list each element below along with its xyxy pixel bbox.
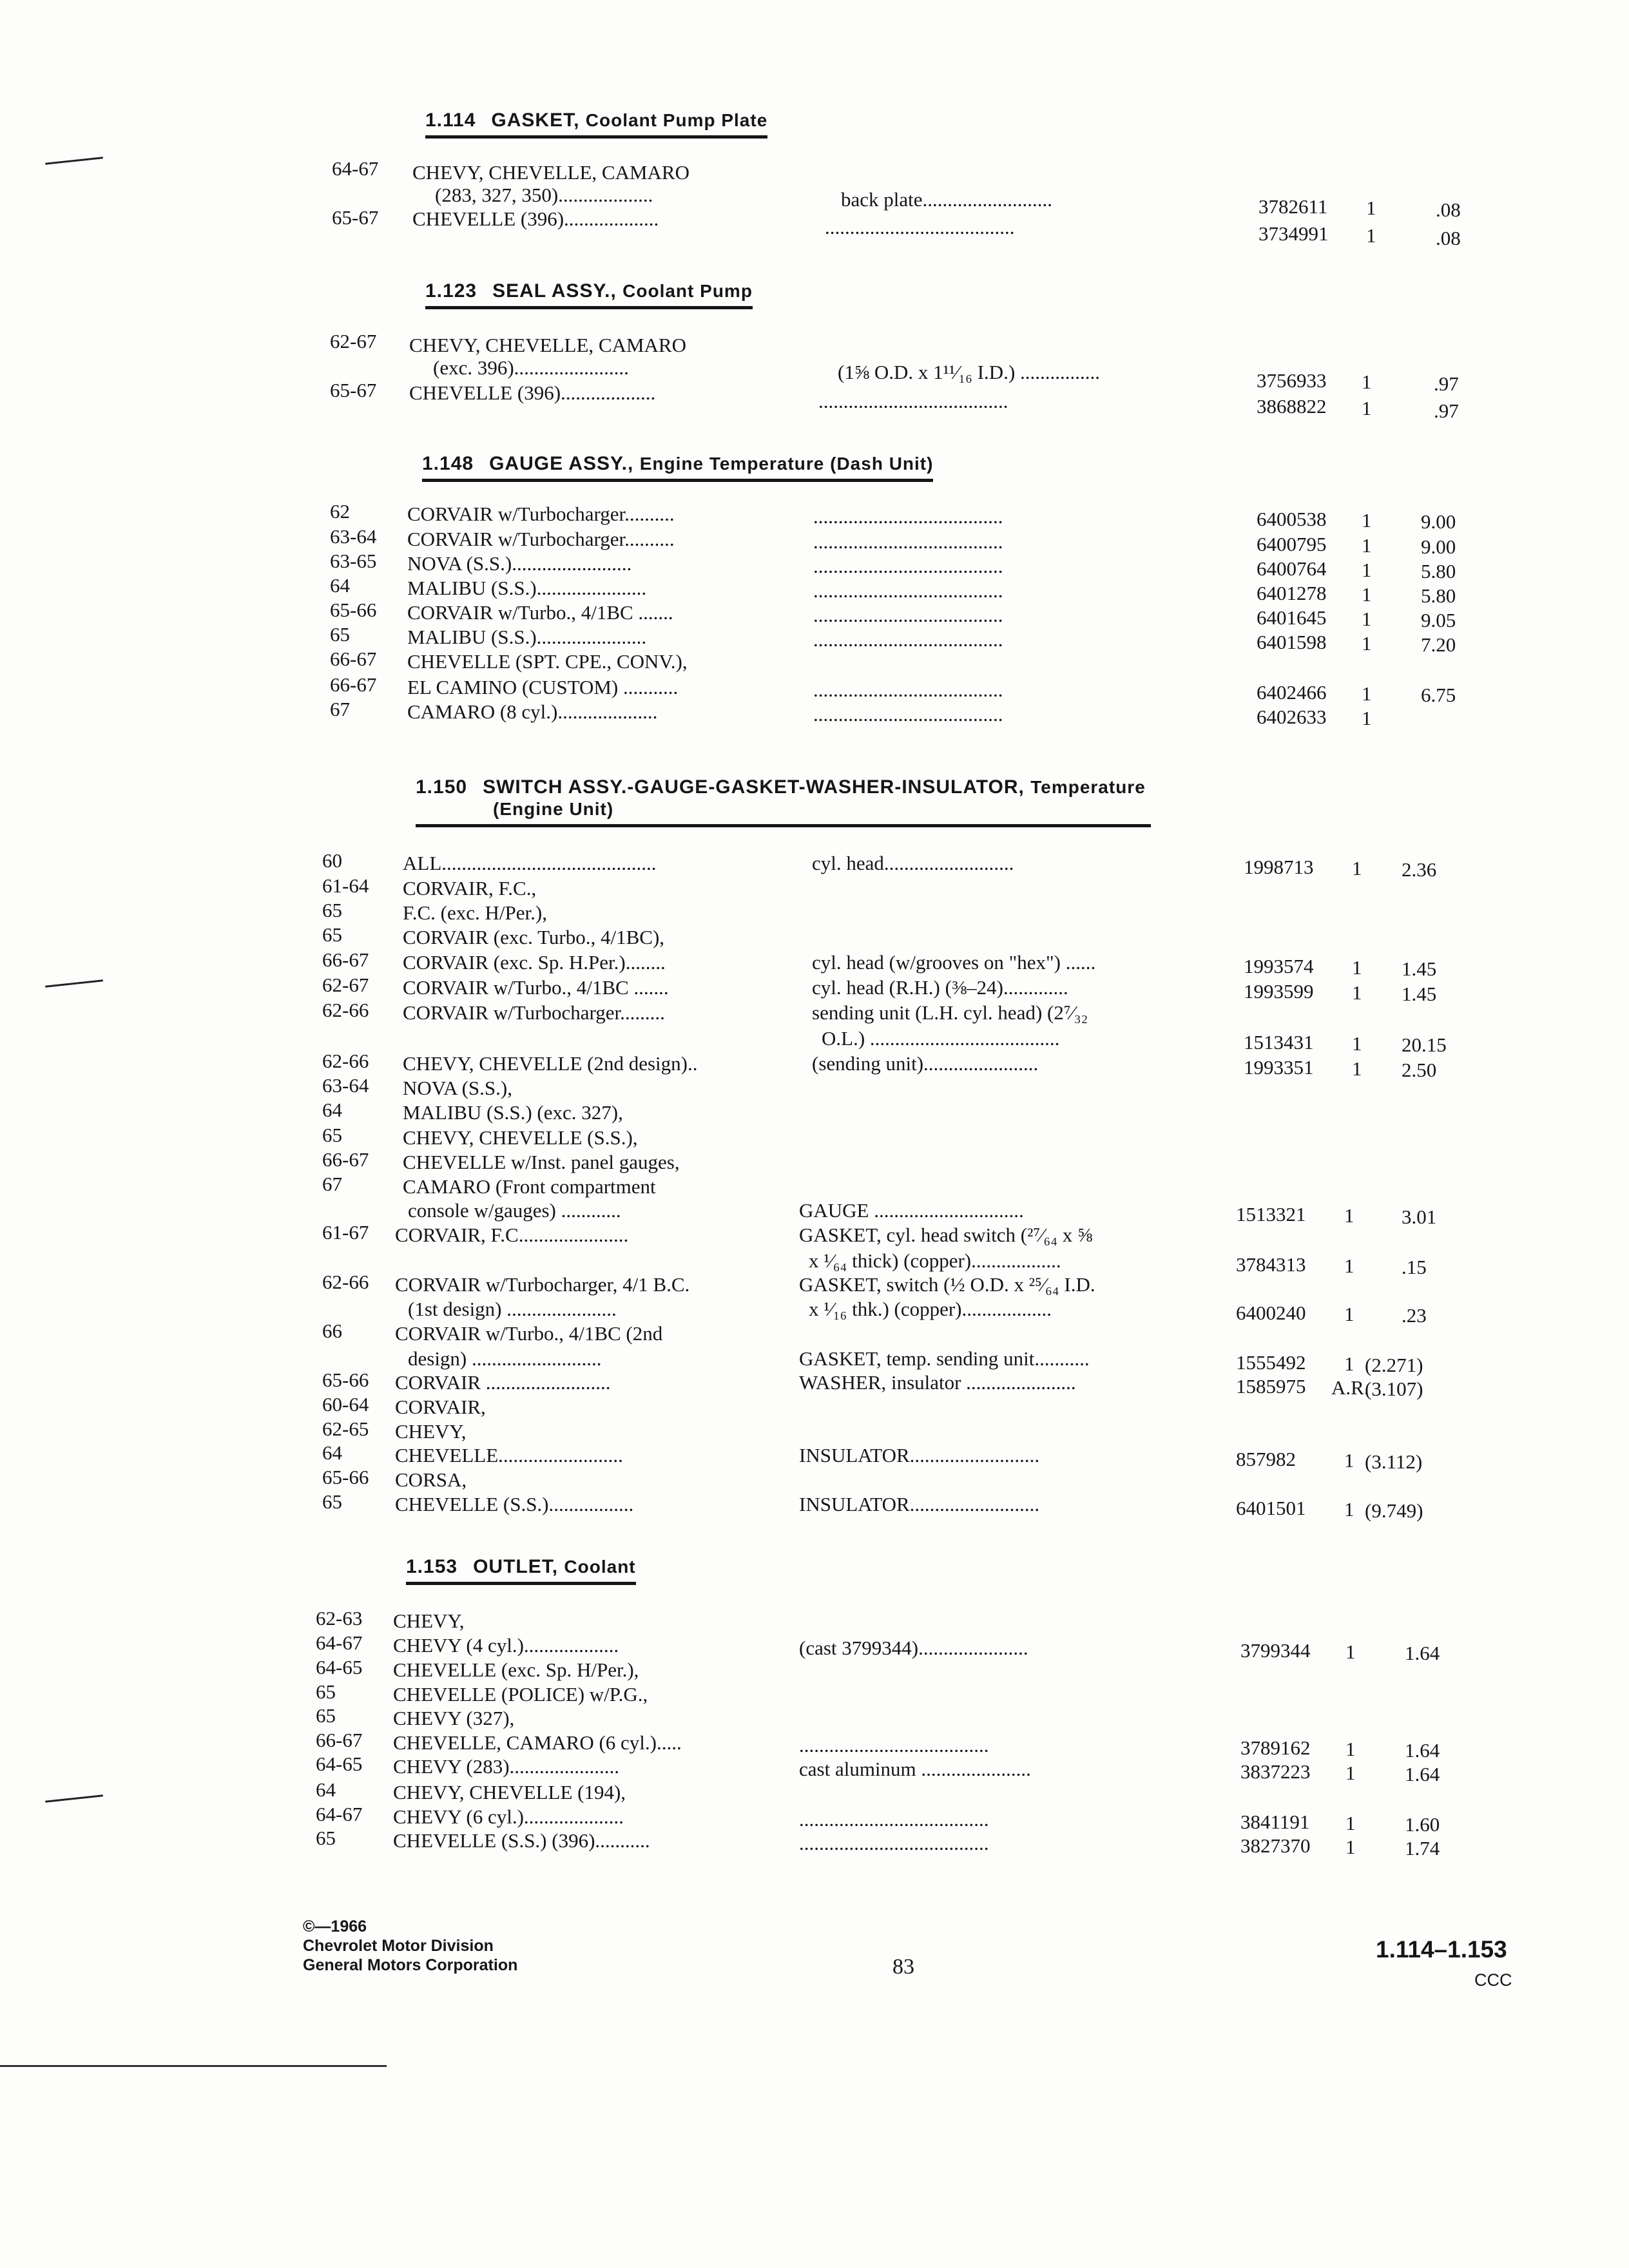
year-range: 66-67 — [330, 673, 377, 696]
quantity: 1 — [1345, 1812, 1356, 1834]
model-text: CHEVY, CHEVELLE, CAMARO — [412, 161, 689, 184]
quantity: 1 — [1345, 1762, 1356, 1784]
section-heading: 1.114 GASKET, Coolant Pump Plate — [425, 110, 767, 139]
price: 1.45 — [1402, 983, 1437, 1005]
year-range: 65 — [322, 1124, 342, 1146]
model-text: CHEVELLE......................... — [395, 1444, 623, 1466]
quantity: 1 — [1362, 534, 1372, 557]
description-text: ...................................... — [813, 604, 1003, 626]
description-text: ...................................... — [799, 1832, 989, 1854]
model-text: EL CAMINO (CUSTOM) ........... — [407, 676, 679, 698]
part-number: 1998713 — [1244, 856, 1314, 878]
year-range: 65 — [316, 1704, 336, 1727]
quantity: 1 — [1362, 583, 1372, 606]
price: .15 — [1402, 1256, 1427, 1278]
description-text: ...................................... — [825, 216, 1015, 238]
year-range: 64-65 — [316, 1656, 363, 1678]
model-text: CHEVELLE (POLICE) w/P.G., — [393, 1683, 648, 1706]
section-heading: 1.153 OUTLET, Coolant — [406, 1556, 636, 1585]
model-text: CORVAIR w/Turbocharger, 4/1 B.C. — [395, 1273, 690, 1296]
description-text: cast aluminum ...................... — [799, 1758, 1031, 1780]
description-text: ...................................... — [813, 579, 1003, 602]
part-number: 3789162 — [1240, 1736, 1311, 1759]
model-text: CORVAIR ......................... — [395, 1371, 611, 1394]
price: .97 — [1434, 399, 1459, 422]
description-text: (1⅝ O.D. x 1¹¹⁄₁₆ I.D.) ................ — [838, 361, 1101, 383]
model-text: design) .......................... — [408, 1347, 602, 1370]
year-range: 65 — [322, 899, 342, 921]
year-range: 64 — [316, 1778, 336, 1801]
year-range: 60 — [322, 849, 342, 872]
corporation-name: General Motors Corporation — [303, 1956, 518, 1974]
year-range: 66-67 — [330, 648, 377, 670]
description-text: GASKET, switch (½ O.D. x ²⁵⁄₆₄ I.D. — [799, 1273, 1095, 1296]
price: .08 — [1436, 198, 1461, 221]
description-text: back plate.......................... — [841, 188, 1053, 211]
part-number: 6400538 — [1257, 508, 1327, 530]
quantity: 1 — [1344, 1498, 1354, 1521]
catalog-code: CCC — [1474, 1970, 1512, 1990]
year-range: 63-65 — [330, 550, 377, 572]
year-range: 65-67 — [332, 206, 379, 229]
price: 1.60 — [1405, 1813, 1440, 1836]
model-text: CORVAIR w/Turbo., 4/1BC ....... — [407, 601, 673, 624]
model-text: CHEVY, CHEVELLE, CAMARO — [409, 334, 686, 356]
quantity: 1 — [1362, 682, 1372, 705]
description-text: WASHER, insulator ...................... — [799, 1371, 1076, 1394]
part-number: 1585975 — [1236, 1375, 1306, 1398]
model-text: CHEVY, — [393, 1610, 465, 1632]
description-text: GAUGE .............................. — [799, 1199, 1024, 1222]
part-number: 1993574 — [1244, 955, 1314, 977]
description-text: sending unit (L.H. cyl. head) (2⁷⁄₃₂ — [812, 1001, 1088, 1024]
year-range: 61-67 — [322, 1221, 369, 1244]
description-text: INSULATOR.......................... — [799, 1444, 1040, 1466]
year-range: 62-63 — [316, 1607, 363, 1629]
price: (3.107) — [1365, 1378, 1423, 1400]
quantity: 1 — [1344, 1254, 1354, 1277]
part-number: 6400240 — [1236, 1302, 1306, 1324]
quantity: 1 — [1362, 559, 1372, 581]
quantity: 1 — [1345, 1836, 1356, 1858]
model-text: CORVAIR (exc. Turbo., 4/1BC), — [403, 926, 665, 948]
description-text: (cast 3799344)...................... — [799, 1637, 1028, 1659]
page-number: 83 — [892, 1955, 914, 1979]
model-text: CHEVELLE (exc. Sp. H/Per.), — [393, 1658, 639, 1681]
quantity: 1 — [1362, 509, 1372, 532]
year-range: 64 — [330, 574, 350, 597]
part-number: 6400764 — [1257, 557, 1327, 580]
description-text: ...................................... — [813, 530, 1003, 553]
model-text: CHEVY, CHEVELLE (194), — [393, 1781, 626, 1803]
part-number: 6402466 — [1257, 681, 1327, 704]
description-text: ...................................... — [799, 1808, 989, 1831]
price: 3.01 — [1402, 1206, 1437, 1228]
part-number: 3782611 — [1258, 195, 1328, 218]
description-text: cyl. head (R.H.) (⅜–24)............. — [812, 976, 1068, 999]
model-text: CHEVELLE (S.S.)................. — [395, 1493, 634, 1515]
part-number: 1993599 — [1244, 980, 1314, 1003]
year-range: 64 — [322, 1099, 342, 1121]
description-text: cyl. head (w/grooves on "hex") ...... — [812, 951, 1096, 974]
model-text: console w/gauges) ............ — [408, 1199, 621, 1222]
year-range: 62-65 — [322, 1418, 369, 1440]
year-range: 65 — [316, 1827, 336, 1849]
description-text: O.L.) ...................................... — [822, 1027, 1060, 1050]
quantity: 1 — [1344, 1204, 1354, 1227]
model-text: (1st design) ...................... — [408, 1298, 617, 1320]
description-text: ...................................... — [813, 703, 1003, 726]
model-text: (exc. 396)....................... — [433, 356, 629, 379]
year-range: 62-67 — [322, 974, 369, 996]
quantity: 1 — [1345, 1640, 1356, 1663]
price: .97 — [1434, 372, 1459, 395]
price: (3.112) — [1365, 1450, 1423, 1473]
copyright-block — [303, 1917, 517, 1975]
price: .08 — [1436, 227, 1461, 249]
description-text: ...................................... — [813, 678, 1003, 701]
year-range: 65-67 — [330, 379, 377, 401]
copyright-year: ©—1966 — [303, 1917, 367, 1936]
quantity: 1 — [1345, 1738, 1356, 1760]
year-range: 66-67 — [322, 1148, 369, 1171]
year-range: 67 — [330, 698, 350, 720]
quantity: 1 — [1344, 1352, 1354, 1375]
part-number: 1993351 — [1244, 1056, 1314, 1079]
margin-mark — [45, 979, 103, 987]
year-range: 65-66 — [322, 1466, 369, 1488]
year-range: 63-64 — [330, 525, 377, 548]
price: (9.749) — [1365, 1499, 1423, 1522]
model-text: CORVAIR w/Turbo., 4/1BC (2nd — [395, 1322, 663, 1345]
model-text: CHEVY, CHEVELLE (2nd design).. — [403, 1052, 698, 1075]
model-text: CORVAIR, F.C., — [403, 877, 537, 899]
quantity: 1 — [1352, 857, 1362, 879]
model-text: MALIBU (S.S.) (exc. 327), — [403, 1101, 623, 1124]
description-text: ...................................... — [813, 628, 1003, 651]
model-text: CORVAIR w/Turbo., 4/1BC ....... — [403, 976, 669, 999]
model-text: MALIBU (S.S.)...................... — [407, 577, 647, 599]
year-range: 64 — [322, 1441, 342, 1464]
model-text: NOVA (S.S.)........................ — [407, 552, 632, 575]
model-text: CHEVELLE, CAMARO (6 cyl.)..... — [393, 1731, 682, 1754]
description-text: (sending unit)....................... — [812, 1052, 1039, 1075]
model-text: CHEVELLE (S.S.) (396)........... — [393, 1829, 650, 1852]
price: 7.20 — [1421, 633, 1456, 656]
price: 2.50 — [1402, 1059, 1437, 1081]
quantity: 1 — [1362, 370, 1372, 393]
price: 5.80 — [1421, 560, 1456, 582]
quantity: A.R. — [1331, 1376, 1369, 1399]
price: 1.74 — [1405, 1837, 1440, 1860]
quantity: 1 — [1344, 1303, 1354, 1325]
description-text: ...................................... — [813, 505, 1003, 528]
part-number: 3827370 — [1240, 1834, 1311, 1857]
model-text: CORVAIR w/Turbocharger.......... — [407, 528, 675, 550]
quantity: 1 — [1352, 956, 1362, 979]
price: 1.64 — [1405, 1739, 1440, 1762]
year-range: 61-64 — [322, 874, 369, 897]
margin-mark — [45, 157, 103, 164]
model-text: CORVAIR, F.C...................... — [395, 1224, 629, 1246]
price: 9.05 — [1421, 609, 1456, 631]
part-number: 1513431 — [1244, 1031, 1314, 1053]
year-range: 64-67 — [316, 1803, 363, 1825]
year-range: 62-66 — [322, 1050, 369, 1072]
quantity: 1 — [1352, 1032, 1362, 1055]
model-text: CHEVELLE (396)................... — [412, 207, 659, 230]
quantity: 1 — [1366, 197, 1376, 219]
price: 2.36 — [1402, 858, 1437, 881]
year-range: 62 — [330, 500, 350, 523]
quantity: 1 — [1362, 632, 1372, 655]
year-range: 62-67 — [330, 330, 377, 352]
model-text: F.C. (exc. H/Per.), — [403, 901, 547, 924]
model-text: CHEVY (6 cyl.).................... — [393, 1805, 624, 1828]
price: 9.00 — [1421, 535, 1456, 558]
part-number: 6401501 — [1236, 1497, 1306, 1519]
description-text: GASKET, cyl. head switch (²⁷⁄₆₄ x ⅝ — [799, 1224, 1093, 1246]
bottom-rule — [0, 2065, 387, 2067]
price: 1.64 — [1405, 1642, 1440, 1664]
year-range: 62-66 — [322, 1271, 369, 1293]
quantity: 1 — [1362, 707, 1372, 729]
description-text: GASKET, temp. sending unit........... — [799, 1347, 1090, 1370]
model-text: (283, 327, 350)................... — [435, 184, 653, 206]
margin-mark — [45, 1794, 103, 1802]
model-text: CORSA, — [395, 1468, 467, 1491]
part-number: 3756933 — [1257, 369, 1327, 392]
part-number: 3837223 — [1240, 1760, 1311, 1783]
year-range: 62-66 — [322, 999, 369, 1021]
part-number: 3734991 — [1258, 222, 1329, 245]
quantity: 1 — [1344, 1449, 1354, 1472]
part-number: 3841191 — [1240, 1811, 1310, 1833]
quantity: 1 — [1352, 981, 1362, 1004]
year-range: 65 — [330, 623, 350, 646]
year-range: 66-67 — [316, 1729, 363, 1751]
year-range: 66-67 — [322, 948, 369, 971]
section-heading: 1.150 SWITCH ASSY.-GAUGE-GASKET-WASHER-INSULATOR, Temperature (Engine Unit) — [416, 776, 1151, 827]
quantity: 1 — [1352, 1057, 1362, 1080]
year-range: 63-64 — [322, 1074, 369, 1097]
model-text: CHEVY (4 cyl.)................... — [393, 1634, 619, 1657]
part-number: 3868822 — [1257, 395, 1327, 418]
price: 9.00 — [1421, 510, 1456, 533]
year-range: 65-66 — [322, 1369, 369, 1391]
part-number: 3799344 — [1240, 1639, 1311, 1662]
part-number: 1513321 — [1236, 1203, 1306, 1225]
model-text: CHEVY (327), — [393, 1707, 515, 1729]
year-range: 65-66 — [330, 599, 377, 621]
model-text: CORVAIR w/Turbocharger......... — [403, 1001, 665, 1024]
part-number: 857982 — [1236, 1448, 1296, 1470]
year-range: 67 — [322, 1173, 342, 1195]
part-number: 3784313 — [1236, 1253, 1306, 1276]
description-text: ...................................... — [799, 1734, 989, 1756]
model-text: CAMARO (8 cyl.).................... — [407, 700, 658, 723]
part-number: 6401598 — [1257, 631, 1327, 653]
quantity: 1 — [1366, 224, 1376, 247]
model-text: CHEVY, — [395, 1420, 467, 1443]
section-heading: 1.123 SEAL ASSY., Coolant Pump — [425, 280, 753, 309]
year-range: 64-67 — [316, 1631, 363, 1654]
year-range: 64-67 — [332, 157, 379, 180]
year-range: 66 — [322, 1320, 342, 1342]
description-text: ...................................... — [818, 390, 1008, 412]
model-text: CHEVELLE (SPT. CPE., CONV.), — [407, 650, 688, 673]
description-text: ...................................... — [813, 555, 1003, 577]
price: (2.271) — [1365, 1354, 1423, 1376]
model-text: NOVA (S.S.), — [403, 1077, 512, 1099]
section-range: 1.114–1.153 — [1376, 1936, 1507, 1963]
price: 1.64 — [1405, 1763, 1440, 1785]
model-text: CHEVY, CHEVELLE (S.S.), — [403, 1126, 638, 1149]
model-text: CHEVELLE (396)................... — [409, 381, 656, 404]
price: 5.80 — [1421, 584, 1456, 607]
model-text: CHEVELLE w/Inst. panel gauges, — [403, 1151, 680, 1173]
year-range: 65 — [316, 1680, 336, 1703]
part-number: 1555492 — [1236, 1351, 1306, 1374]
model-text: MALIBU (S.S.)...................... — [407, 626, 647, 648]
description-text: INSULATOR.......................... — [799, 1493, 1040, 1515]
part-number: 6401278 — [1257, 582, 1327, 604]
model-text: CORVAIR (exc. Sp. H.Per.)........ — [403, 951, 666, 974]
model-text: CORVAIR, — [395, 1396, 486, 1418]
model-text: CORVAIR w/Turbocharger.......... — [407, 503, 675, 525]
part-number: 6401645 — [1257, 606, 1327, 629]
description-text: x ¹⁄₆₄ thick) (copper).................. — [809, 1249, 1061, 1272]
year-range: 64-65 — [316, 1753, 363, 1775]
section-heading: 1.148 GAUGE ASSY., Engine Temperature (Dash Unit) — [422, 453, 933, 482]
price: 6.75 — [1421, 684, 1456, 706]
price: 20.15 — [1402, 1033, 1447, 1056]
division-name: Chevrolet Motor Division — [303, 1937, 494, 1955]
part-number: 6400795 — [1257, 533, 1327, 555]
price: 1.45 — [1402, 957, 1437, 980]
description-text: x ¹⁄₁₆ thk.) (copper).................. — [809, 1298, 1052, 1320]
price: .23 — [1402, 1304, 1427, 1327]
model-text: CHEVY (283)...................... — [393, 1755, 620, 1778]
description-text: cyl. head.......................... — [812, 852, 1014, 874]
part-number: 6402633 — [1257, 706, 1327, 728]
model-text: CAMARO (Front compartment — [403, 1175, 656, 1198]
year-range: 65 — [322, 923, 342, 946]
year-range: 60-64 — [322, 1393, 369, 1416]
quantity: 1 — [1362, 608, 1372, 630]
year-range: 65 — [322, 1490, 342, 1513]
model-text: ALL........................................... — [403, 852, 657, 874]
quantity: 1 — [1362, 397, 1372, 419]
